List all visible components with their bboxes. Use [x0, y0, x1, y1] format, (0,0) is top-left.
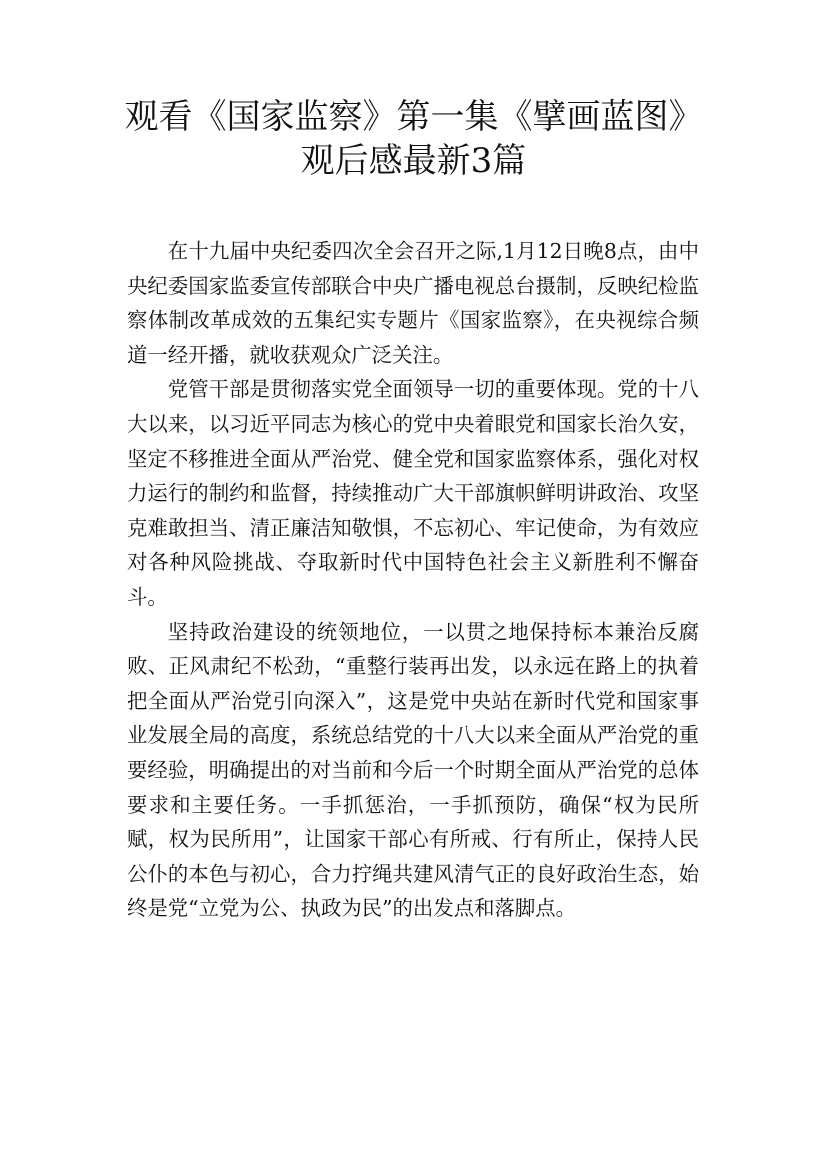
document-title: 观看《国家监察》第一集《擘画蓝图》观后感最新3篇 [124, 97, 703, 181]
paragraph-2: 党管干部是贯彻落实党全面领导一切的重要体现。党的十八大以来，以习近平同志为核心的党中央着眼党和国家长治久安，坚定不移推进全面从严治党、健全党和国家监察体系，强化对权力运行的制约和监督，持续推动广大干部旗帜鲜明讲政治、攻坚克难敢担当、清正廉洁知敬惧，不忘初心、牢记使命，为有效应对各种风险挑战、夺取新时代中国特色社会主义新胜利不懈奋斗。 [127, 377, 699, 609]
paragraph-3: 坚持政治建设的统领地位，一以贯之地保持标本兼治反腐败、正风肃纪不松劲，“重整行装再出发，以永远在路上的执着把全面从严治党引向深入”，这是党中央站在新时代党和国家事业发展全局的高度，系统总结党的十八大以来全面从严治党的重要经验，明确提出的对当前和今后一个时期全面从严治党的总体要求和主要任务。一手抓惩治，一手抓预防，确保“权为民所赋，权为民所用”，让国家干部心有所戒、行有所止，保持人民公仆的本色与初心，合力拧绳共建风清气正的良好政治生态，始终是党“立党为公、执政为民”的出发点和落脚点。 [127, 619, 699, 921]
document-body [127, 234, 699, 926]
paragraph-1: 在十九届中央纪委四次全会召开之际,1月12日晚8点，由中央纪委国家监委宣传部联合中央广播电视总台摄制，反映纪检监察体制改革成效的五集纪实专题片《国家监察》，在央视综合频道一经开播，就收获观众广泛关注。 [127, 239, 699, 367]
